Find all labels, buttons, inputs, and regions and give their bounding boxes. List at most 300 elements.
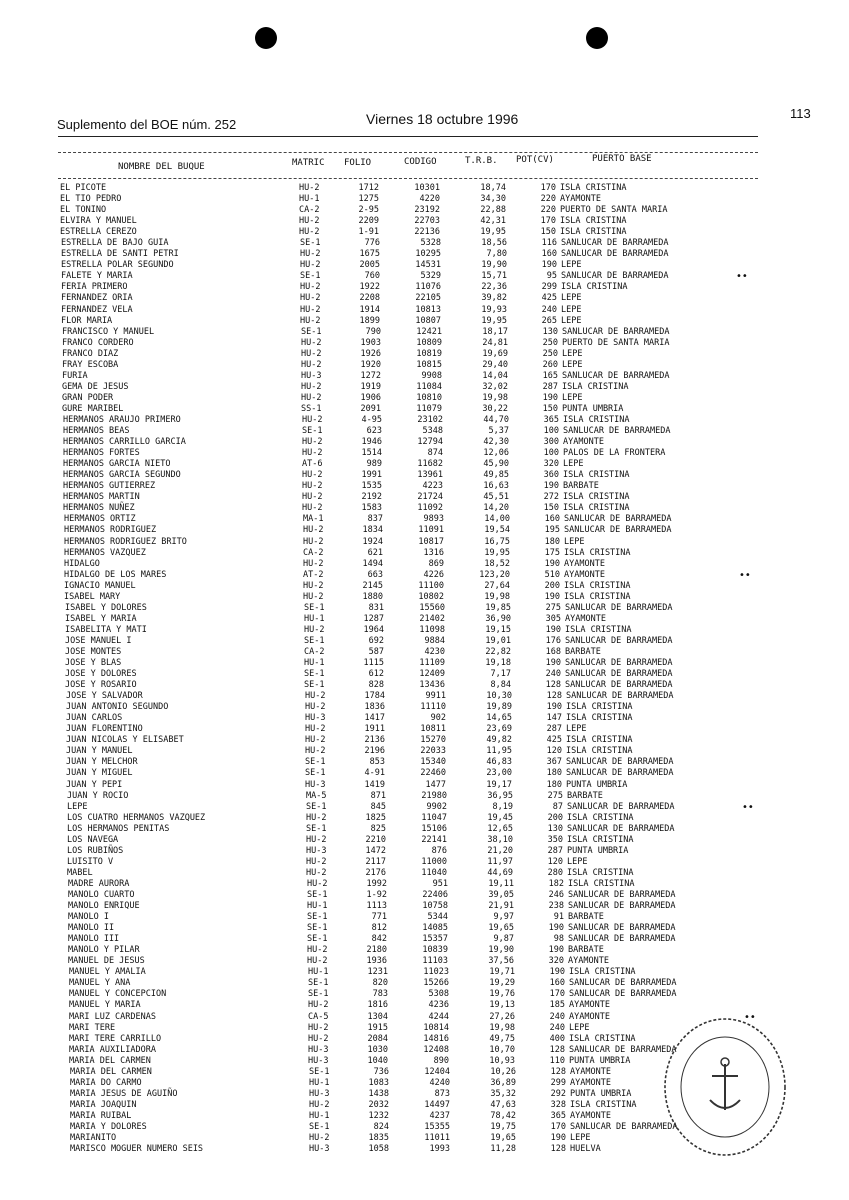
puerto-base: AYAMONTE (569, 1000, 610, 1011)
vessel-name: FLOR MARIA (61, 315, 113, 326)
vessel-name: JUAN Y MANUEL (66, 746, 133, 757)
codigo: 22406 (422, 890, 448, 900)
vessel-name: LOS RUBIÑOS (67, 845, 124, 856)
table-row (7, 868, 849, 879)
col-head-puerto: PUERTO BASE (592, 154, 652, 164)
puerto-base: AYAMONTE (564, 569, 605, 580)
table-row (1, 260, 849, 271)
table-row (8, 890, 849, 901)
puerto-base: SANLUCAR DE BARRAMEDA (568, 890, 676, 900)
trb: 21,91 (488, 901, 514, 912)
trb: 123,20 (479, 569, 510, 580)
matricula: HU-2 (304, 624, 325, 635)
potencia: 128 (550, 1066, 566, 1077)
matricula: HU-2 (300, 315, 321, 326)
folio: 820 (372, 978, 388, 989)
folio: 853 (369, 757, 385, 768)
table-row (8, 879, 849, 890)
potencia: 350 (547, 834, 563, 845)
puerto-base: PUNTA UMBRIA (566, 779, 628, 790)
trb: 18,17 (482, 326, 508, 337)
vessel-name: MARIA JOAQUIN (70, 1099, 137, 1110)
table-row (8, 923, 849, 934)
potencia: 100 (543, 448, 559, 459)
table-row (3, 448, 849, 459)
table-row (6, 735, 849, 746)
folio: 1-91 (358, 227, 379, 238)
puerto-base: SANLUCAR DE BARRAMEDA (561, 238, 669, 249)
potencia: 190 (546, 702, 562, 713)
codigo: 11084 (416, 381, 442, 392)
trb: 19,76 (489, 989, 515, 1000)
matricula: HU-2 (305, 735, 326, 746)
trb: 46,83 (486, 757, 512, 768)
puerto-base: AYAMONTE (563, 437, 604, 448)
codigo: 11079 (416, 403, 442, 414)
folio: 2032 (368, 1099, 389, 1110)
puerto-base: LEPE (563, 459, 584, 470)
potencia: 190 (545, 624, 561, 635)
table-row (2, 371, 849, 382)
trb: 9,97 (493, 912, 514, 923)
matricula: SE-1 (304, 680, 325, 691)
folio: 845 (370, 801, 386, 812)
table-row (3, 415, 849, 426)
folio: 1417 (364, 713, 385, 724)
codigo: 15106 (421, 823, 447, 834)
potencia: 190 (543, 481, 559, 492)
potencia: 280 (547, 867, 563, 878)
vessel-name: MANOLO III (68, 934, 120, 945)
table-row (5, 647, 849, 658)
potencia: 365 (543, 414, 559, 425)
puerto-base: SANLUCAR DE BARRAMEDA (561, 249, 669, 260)
potencia: 116 (541, 238, 557, 249)
puerto-base: ISLA CRISTINA (567, 867, 634, 878)
table-row (4, 570, 849, 581)
matricula: HU-2 (300, 304, 321, 315)
potencia: 195 (544, 525, 560, 536)
vessel-name: HERMANOS ORTIZ (64, 514, 136, 525)
folio: 1472 (365, 845, 386, 856)
puerto-base: SANLUCAR DE BARRAMEDA (568, 934, 676, 945)
vessel-name: ELVIRA Y MANUEL (60, 216, 137, 227)
matricula: HU-2 (303, 558, 324, 569)
vessel-name: MANUEL Y ANA (69, 978, 131, 989)
puerto-base: SANLUCAR DE BARRAMEDA (565, 635, 673, 646)
table-row (6, 702, 849, 713)
vessel-name: FRANCISCO Y MANUEL (62, 326, 155, 337)
matricula: HU-2 (302, 414, 323, 425)
matricula: HU-3 (308, 1055, 329, 1066)
codigo: 15340 (420, 757, 446, 768)
table-row (8, 912, 849, 923)
puerto-base: ISLA CRISTINA (560, 227, 627, 238)
trb: 7,80 (486, 249, 507, 260)
potencia: 240 (549, 1022, 565, 1033)
trb: 36,95 (487, 790, 513, 801)
matricula: SE-1 (304, 602, 325, 613)
codigo: 13961 (417, 470, 443, 481)
vessel-name: FRANCO DIAZ (62, 348, 119, 359)
codigo: 869 (428, 558, 444, 569)
table-row (1, 282, 849, 293)
folio: 760 (364, 271, 380, 282)
vessel-name: ESTRELLA DE BAJO GUIA (61, 238, 169, 249)
trb: 16,63 (483, 481, 509, 492)
trb: 42,30 (483, 437, 509, 448)
codigo: 9893 (423, 514, 444, 525)
vessel-name: JUAN FLORENTINO (66, 724, 143, 735)
folio: 1304 (367, 1011, 388, 1022)
vessel-name: ESTRELLA CEREZO (60, 227, 137, 238)
matricula: HU-2 (301, 381, 322, 392)
codigo: 15357 (422, 934, 448, 945)
matricula: HU-2 (299, 227, 320, 238)
puerto-base: SANLUCAR DE BARRAMEDA (569, 1044, 677, 1055)
vessel-name: EL TONINO (60, 205, 107, 216)
vessel-name: ISABEL Y MARIA (65, 613, 137, 624)
puerto-base: ISLA CRISTINA (567, 812, 634, 823)
vessel-name: HERMANOS BEAS (63, 426, 130, 437)
table-row (0, 205, 849, 216)
vessel-name: HERMANOS VAZQUEZ (64, 547, 146, 558)
puerto-base: SANLUCAR DE BARRAMEDA (566, 691, 674, 702)
folio: 612 (368, 669, 384, 680)
matricula: HU-1 (309, 1077, 330, 1088)
vessel-name: GURE MARIBEL (62, 403, 124, 414)
trb: 11,28 (490, 1144, 516, 1155)
trb: 19,89 (486, 702, 512, 713)
matricula: HU-2 (309, 1133, 330, 1144)
matricula: HU-2 (301, 337, 322, 348)
potencia: 110 (549, 1055, 565, 1066)
puerto-base: LEPE (562, 348, 583, 359)
trb: 19,54 (484, 525, 510, 536)
folio: 1287 (363, 613, 384, 624)
puerto-base: LEPE (569, 1022, 590, 1033)
matricula: SE-1 (302, 426, 323, 437)
table-row (7, 835, 849, 846)
trb: 22,82 (485, 646, 511, 657)
trb: 19,13 (489, 1000, 515, 1011)
vessel-name: GRAN PODER (62, 392, 114, 403)
potencia: 170 (540, 183, 556, 193)
puerto-base: SANLUCAR DE BARRAMEDA (562, 370, 670, 381)
puerto-base: ISLA CRISTINA (565, 624, 632, 635)
trb: 49,82 (486, 735, 512, 746)
trb: 37,56 (488, 956, 514, 967)
potencia: 185 (549, 1000, 565, 1011)
matricula: SE-1 (307, 934, 328, 945)
matricula: SE-1 (300, 271, 321, 282)
potencia: 200 (547, 812, 563, 823)
table-row (7, 846, 849, 857)
codigo: 13436 (419, 680, 445, 691)
table-row (3, 426, 849, 437)
matricula: SE-1 (307, 890, 328, 900)
potencia: 190 (549, 967, 565, 978)
codigo: 21402 (419, 613, 445, 624)
trb: 22,36 (481, 282, 507, 293)
puerto-base: PALOS DE LA FRONTERA (563, 448, 666, 459)
folio: 771 (371, 912, 387, 923)
trb: 19,11 (488, 878, 514, 889)
potencia: 275 (547, 790, 563, 801)
folio: 1113 (366, 901, 387, 912)
codigo: 10809 (416, 337, 442, 348)
codigo: 11098 (419, 624, 445, 635)
puerto-base: ISLA CRISTINA (563, 470, 630, 481)
table-row (5, 625, 849, 636)
vessel-name: HIDALGO (64, 558, 100, 569)
table-row (8, 956, 849, 967)
codigo: 1993 (429, 1144, 450, 1155)
vessel-name: EL PICOTE (60, 183, 107, 193)
trb: 36,89 (490, 1077, 516, 1088)
matricula: HU-2 (302, 448, 323, 459)
vessel-name: MANOLO II (68, 923, 115, 934)
table-row (0, 227, 849, 238)
table-row (2, 404, 849, 415)
vessel-name: LOS CUATRO HERMANOS VAZQUEZ (67, 812, 206, 823)
puerto-base: LEPE (564, 536, 585, 547)
matricula: SE-1 (305, 757, 326, 768)
puerto-base: LEPE (561, 315, 582, 326)
matricula: HU-1 (307, 901, 328, 912)
matricula: MA-5 (306, 790, 327, 801)
puerto-base: ISLA CRISTINA (562, 381, 629, 392)
potencia: 128 (550, 1144, 566, 1155)
table-row (7, 857, 849, 868)
potencia: 98 (553, 934, 564, 945)
matricula: HU-2 (305, 724, 326, 735)
vessel-name: ISABEL Y DOLORES (65, 602, 147, 613)
puerto-base: ISLA CRISTINA (569, 1033, 636, 1044)
puerto-base: AYAMONTE (570, 1066, 611, 1077)
table-row (1, 293, 849, 304)
trb: 38,10 (487, 834, 513, 845)
codigo: 9908 (421, 370, 442, 381)
puerto-base: ISLA CRISTINA (564, 580, 631, 591)
trb: 36,90 (485, 613, 511, 624)
potencia: 150 (542, 403, 558, 414)
potencia: 240 (549, 1011, 565, 1022)
folio: 2208 (359, 293, 380, 304)
matricula: HU-1 (309, 1110, 330, 1121)
trb: 22,88 (480, 205, 506, 216)
folio: 1040 (367, 1055, 388, 1066)
matricula: HU-2 (301, 359, 322, 370)
codigo: 11092 (417, 503, 443, 514)
puerto-base: SANLUCAR DE BARRAMEDA (565, 602, 673, 613)
folio: 824 (373, 1121, 389, 1132)
codigo: 4220 (419, 194, 440, 205)
codigo: 22703 (414, 216, 440, 227)
trb: 39,05 (488, 890, 514, 900)
folio: 1922 (359, 282, 380, 293)
codigo: 5329 (420, 271, 441, 282)
matricula: HU-2 (300, 282, 321, 293)
potencia: 190 (541, 260, 557, 271)
puerto-base: PUERTO DE SANTA MARIA (562, 337, 670, 348)
puerto-base: AYAMONTE (568, 956, 609, 967)
codigo: 10807 (415, 315, 441, 326)
table-row (6, 757, 849, 768)
matricula: AT-6 (302, 459, 323, 470)
col-head-matric: MATRIC (292, 158, 325, 168)
trb: 35,32 (490, 1088, 516, 1099)
matricula: SE-1 (308, 978, 329, 989)
folio: 1231 (367, 967, 388, 978)
table-row (7, 824, 849, 835)
puerto-base: ISLA CRISTINA (563, 503, 630, 514)
table-row (4, 525, 849, 536)
puerto-base: LEPE (561, 260, 582, 271)
matricula: HU-1 (308, 967, 329, 978)
codigo: 10295 (415, 249, 441, 260)
folio: 1919 (360, 381, 381, 392)
matricula: SE-1 (304, 635, 325, 646)
vessel-name: MARIA Y DOLORES (70, 1121, 147, 1132)
potencia: 220 (540, 194, 556, 205)
codigo: 10819 (416, 348, 442, 359)
folio: 1438 (368, 1088, 389, 1099)
trb: 19,18 (485, 658, 511, 669)
vessel-name: MANUEL DE JESUS (68, 956, 145, 967)
matricula: HU-2 (302, 437, 323, 448)
codigo: 1477 (425, 779, 446, 790)
potencia: 365 (550, 1110, 566, 1121)
vessel-name: FURIA (62, 370, 88, 381)
folio: 587 (368, 646, 384, 657)
potencia: 320 (543, 459, 559, 470)
table-row (9, 967, 849, 978)
table-row (5, 636, 849, 647)
potencia: 250 (542, 337, 558, 348)
matricula: HU-2 (303, 536, 324, 547)
codigo: 22141 (421, 834, 447, 845)
folio: 2091 (360, 403, 381, 414)
matricula: HU-2 (303, 591, 324, 602)
folio: 1275 (358, 194, 379, 205)
puerto-base: SANLUCAR DE BARRAMEDA (565, 669, 673, 680)
codigo: 11109 (419, 658, 445, 669)
codigo: 15560 (419, 602, 445, 613)
table-row (8, 934, 849, 945)
folio: 842 (371, 934, 387, 945)
codigo: 15355 (424, 1121, 450, 1132)
vessel-name: MANUEL Y CONCEPCION (69, 989, 167, 1000)
puerto-base: ISLA CRISTINA (569, 967, 636, 978)
matricula: HU-2 (300, 260, 321, 271)
table-row (6, 746, 849, 757)
trb: 19,95 (480, 227, 506, 238)
trb: 19,95 (481, 315, 507, 326)
vessel-name: LEPE (67, 801, 88, 812)
table-row (0, 216, 849, 227)
margin-mark: •• (739, 569, 751, 581)
col-head-name: NOMBRE DEL BUQUE (118, 162, 205, 172)
folio: 1272 (360, 370, 381, 381)
trb: 49,85 (483, 470, 509, 481)
puerto-base: ISLA CRISTINA (567, 834, 634, 845)
potencia: 128 (545, 680, 561, 691)
codigo: 14085 (422, 923, 448, 934)
matricula: HU-2 (306, 834, 327, 845)
vessel-name: MARIA AUXILIADORA (69, 1044, 156, 1055)
puerto-base: SANLUCAR DE BARRAMEDA (568, 923, 676, 934)
matricula: HU-1 (304, 658, 325, 669)
matricula: HU-2 (306, 812, 327, 823)
codigo: 11100 (418, 580, 444, 591)
matricula: SE-1 (308, 989, 329, 1000)
trb: 45,51 (483, 492, 509, 503)
codigo: 11091 (418, 525, 444, 536)
potencia: 100 (543, 426, 559, 437)
trb: 21,20 (487, 845, 513, 856)
puerto-base: AYAMONTE (570, 1110, 611, 1121)
puerto-base: ISLA CRISTINA (563, 414, 630, 425)
puerto-base: SANLUCAR DE BARRAMEDA (564, 514, 672, 525)
table-row (9, 1000, 849, 1011)
vessel-name: MARI TERE (69, 1022, 116, 1033)
trb: 10,93 (489, 1055, 515, 1066)
trb: 5,37 (488, 426, 509, 437)
columns-top-rule (58, 152, 758, 153)
potencia: 160 (549, 978, 565, 989)
puerto-base: PUNTA UMBRIA (562, 403, 624, 414)
puerto-base: ISLA CRISTINA (560, 183, 627, 193)
codigo: 12408 (423, 1044, 449, 1055)
potencia: 128 (546, 691, 562, 702)
potencia: 287 (546, 724, 562, 735)
folio: 1903 (360, 337, 381, 348)
puerto-base: PUNTA UMBRIA (567, 845, 629, 856)
potencia: 250 (542, 348, 558, 359)
margin-mark: •• (742, 801, 754, 813)
potencia: 425 (546, 735, 562, 746)
margin-mark: •• (736, 271, 748, 283)
folio: 825 (370, 823, 386, 834)
puerto-base: LEPE (567, 856, 588, 867)
codigo: 11110 (420, 702, 446, 713)
codigo: 5328 (420, 238, 441, 249)
table-row (9, 989, 849, 1000)
matricula: HU-3 (301, 370, 322, 381)
folio: 1535 (361, 481, 382, 492)
table-row (4, 592, 849, 603)
table-row (3, 481, 849, 492)
col-head-trb: T.R.B. (465, 156, 498, 166)
codigo: 21980 (421, 790, 447, 801)
puerto-base: BARBATE (568, 912, 604, 923)
trb: 47,63 (490, 1099, 516, 1110)
vessel-name: MANOLO CUARTO (68, 890, 135, 900)
matricula: SS-1 (301, 403, 322, 414)
vessel-name: FERIA PRIMERO (61, 282, 128, 293)
folio: 623 (366, 426, 382, 437)
column-headers (0, 156, 849, 172)
trb: 42,31 (480, 216, 506, 227)
folio: 4-91 (364, 768, 385, 779)
table-row (3, 503, 849, 514)
matricula: HU-2 (303, 580, 324, 591)
puerto-base: LEPE (570, 1133, 591, 1144)
trb: 27,64 (484, 580, 510, 591)
table-row (9, 978, 849, 989)
folio: 2136 (364, 735, 385, 746)
